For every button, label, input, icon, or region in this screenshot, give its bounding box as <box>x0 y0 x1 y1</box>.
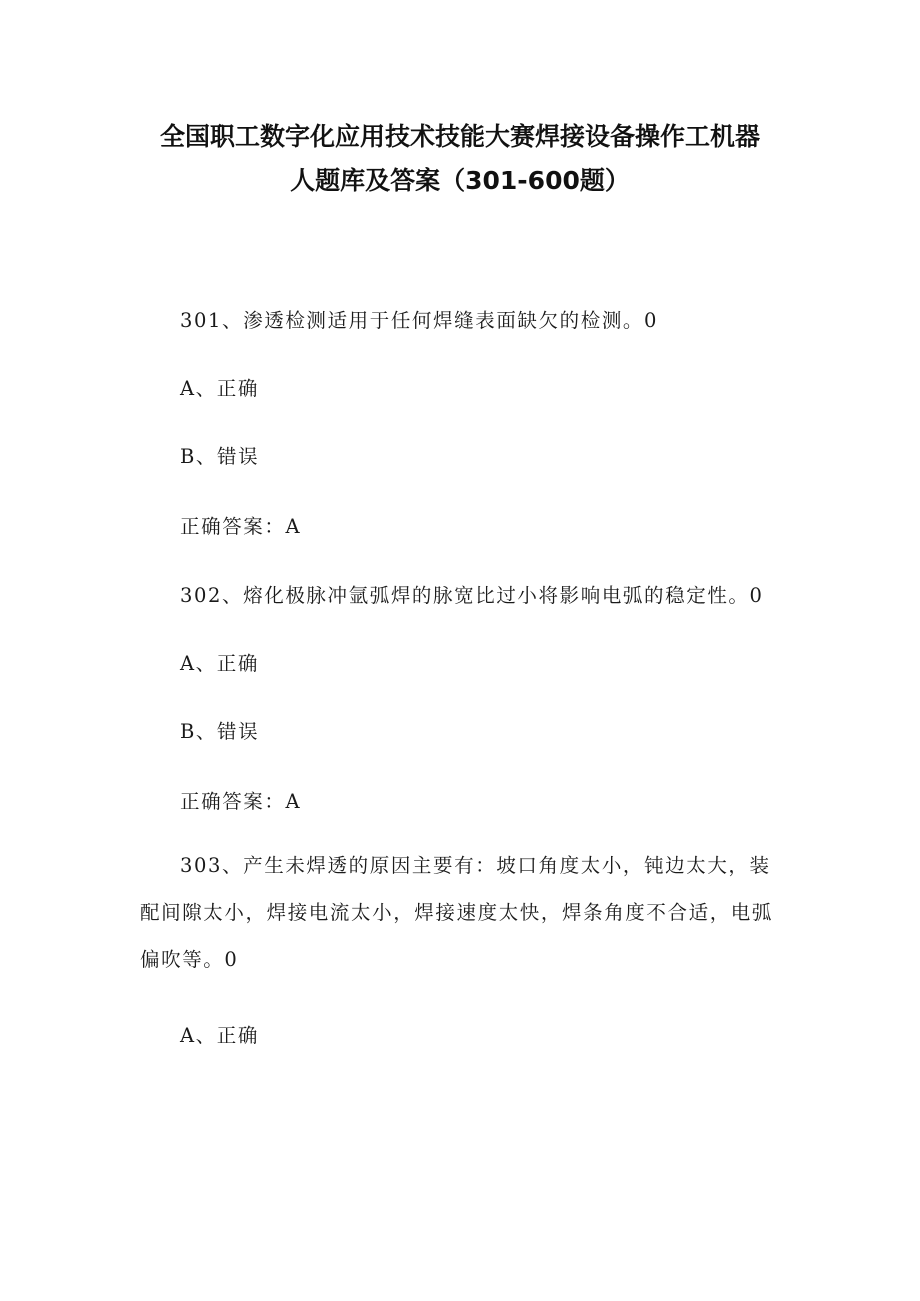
title-line-2: 人题库及答案（301-600题） <box>290 166 630 195</box>
question-303-stem: 303、产生未焊透的原因主要有：坡口角度太小，钝边太大，装配间隙太小，焊接电流太小，焊接速度太快，焊条角度不合适，电弧偏吹等。0 <box>140 854 774 971</box>
question-301-option-b: B、错误 <box>180 445 260 468</box>
question-301-option-a: A、正确 <box>180 377 259 400</box>
title-line-1: 全国职工数字化应用技术技能大赛焊接设备操作工机器 <box>159 122 760 151</box>
document-title <box>120 115 800 203</box>
question-302-answer: 正确答案：A <box>180 790 302 813</box>
question-302-option-a: A、正确 <box>180 652 259 675</box>
question-302-stem: 302、熔化极脉冲氩弧焊的脉宽比过小将影响电弧的稳定性。0 <box>180 584 764 607</box>
question-303-option-a: A、正确 <box>180 1024 259 1047</box>
question-302-option-b: B、错误 <box>180 720 260 743</box>
question-301-answer: 正确答案：A <box>180 515 302 538</box>
question-301-stem: 301、渗透检测适用于任何焊缝表面缺欠的检测。0 <box>180 309 659 332</box>
